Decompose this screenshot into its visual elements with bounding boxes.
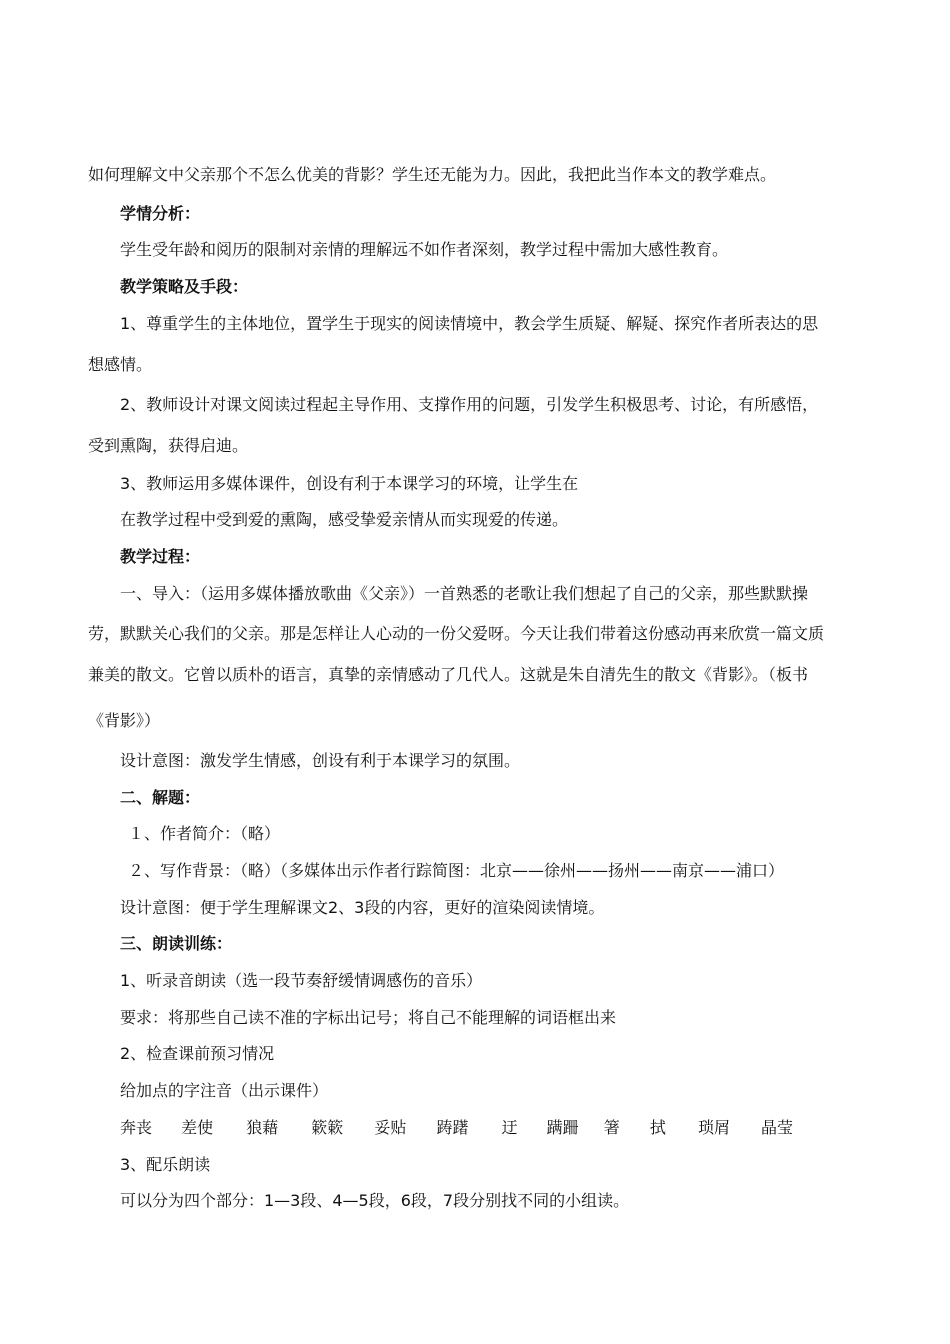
xueqing-heading: 学情分析： [120, 204, 201, 223]
vocab-word: 差使 [181, 1118, 214, 1137]
langdu-item-3: 3、配乐朗读 [120, 1155, 211, 1174]
strategy-item-1-line-2: 想感情。 [88, 355, 153, 374]
intro-paragraph: 如何理解文中父亲那个不怎么优美的背影？学生还无能为力。因此，我把此当作本文的教学难点。 [88, 165, 777, 184]
vocab-word: 妥贴 [374, 1118, 407, 1137]
strategy-heading: 教学策略及手段： [120, 277, 249, 296]
xueqing-text: 学生受年龄和阅历的限制对亲情的理解远不如作者深刻，教学过程中需加大感性教育。 [120, 240, 729, 259]
strategy-item-2-line-1: 2、教师设计对课文阅读过程起主导作用、支撑作用的问题，引发学生积极思考、讨论，有所感悟， [120, 395, 819, 414]
intro-design-note: 设计意图：激发学生情感，创设有利于本课学习的氛围。 [120, 751, 521, 770]
intro-line-2: 劳，默默关心我们的父亲。那是怎样让人心动的一份父爱呀。今天让我们带着这份感动再来欣赏一篇文质 [88, 624, 825, 643]
langdu-requirement: 要求：将那些自己读不准的字标出记号；将自己不能理解的词语框出来 [120, 1008, 617, 1027]
vocab-word: 拭 [649, 1118, 666, 1137]
vocab-word: 蹒跚 [546, 1118, 579, 1137]
zhuyin-prompt: 给加点的字注音（出示课件） [120, 1081, 329, 1100]
vocab-word: 狼藉 [246, 1118, 279, 1137]
jieti-item-2: ２、写作背景：（略）（多媒体出示作者行踪简图：北京——徐州——扬州——南京——浦口） [128, 861, 785, 880]
vocab-word: 踌躇 [436, 1118, 469, 1137]
jieti-design-note: 设计意图：便于学生理解课文2、3段的内容，更好的渲染阅读情境。 [120, 898, 605, 917]
vocab-word: 迂 [501, 1118, 518, 1137]
intro-line-3: 兼美的散文。它曾以质朴的语言，真挚的亲情感动了几代人。这就是朱自清先生的散文《背影》。（板书 [88, 665, 809, 684]
langdu-item-2: 2、检查课前预习情况 [120, 1044, 275, 1063]
vocabulary-list [120, 1118, 801, 1138]
vocab-word: 琐屑 [697, 1118, 730, 1137]
langdu-heading: 三、朗读训练： [120, 934, 233, 953]
vocab-word: 箸 [603, 1118, 620, 1137]
vocab-word: 晶莹 [761, 1118, 794, 1137]
langdu-item-1: 1、听录音朗读（选一段节奏舒缓情调感伤的音乐） [120, 971, 483, 990]
vocab-word: 簌簌 [311, 1118, 344, 1137]
intro-line-1: 一、导入：（运用多媒体播放歌曲《父亲》）一首熟悉的老歌让我们想起了自己的父亲，那些默默操 [120, 584, 809, 603]
strategy-item-3-line-2: 在教学过程中受到爱的熏陶，感受挚爱亲情从而实现爱的传递。 [120, 510, 569, 529]
strategy-item-1-line-1: 1、尊重学生的主体地位，置学生于现实的阅读情境中，教会学生质疑、解疑、探究作者所表达的思 [120, 314, 819, 333]
strategy-item-2-line-2: 受到熏陶，获得启迪。 [88, 436, 249, 455]
jieti-heading: 二、解题： [120, 788, 201, 807]
strategy-item-3-line-1: 3、教师运用多媒体课件，创设有利于本课学习的环境，让学生在 [120, 474, 579, 493]
vocab-word: 奔丧 [120, 1118, 153, 1137]
process-heading: 教学过程： [120, 547, 201, 566]
langdu-parts: 可以分为四个部分：1—3段、4—5段，6段，7段分别找不同的小组读。 [120, 1191, 630, 1210]
jieti-item-1: １、作者简介：（略） [128, 824, 281, 843]
intro-line-4: 《背影》） [88, 711, 161, 730]
